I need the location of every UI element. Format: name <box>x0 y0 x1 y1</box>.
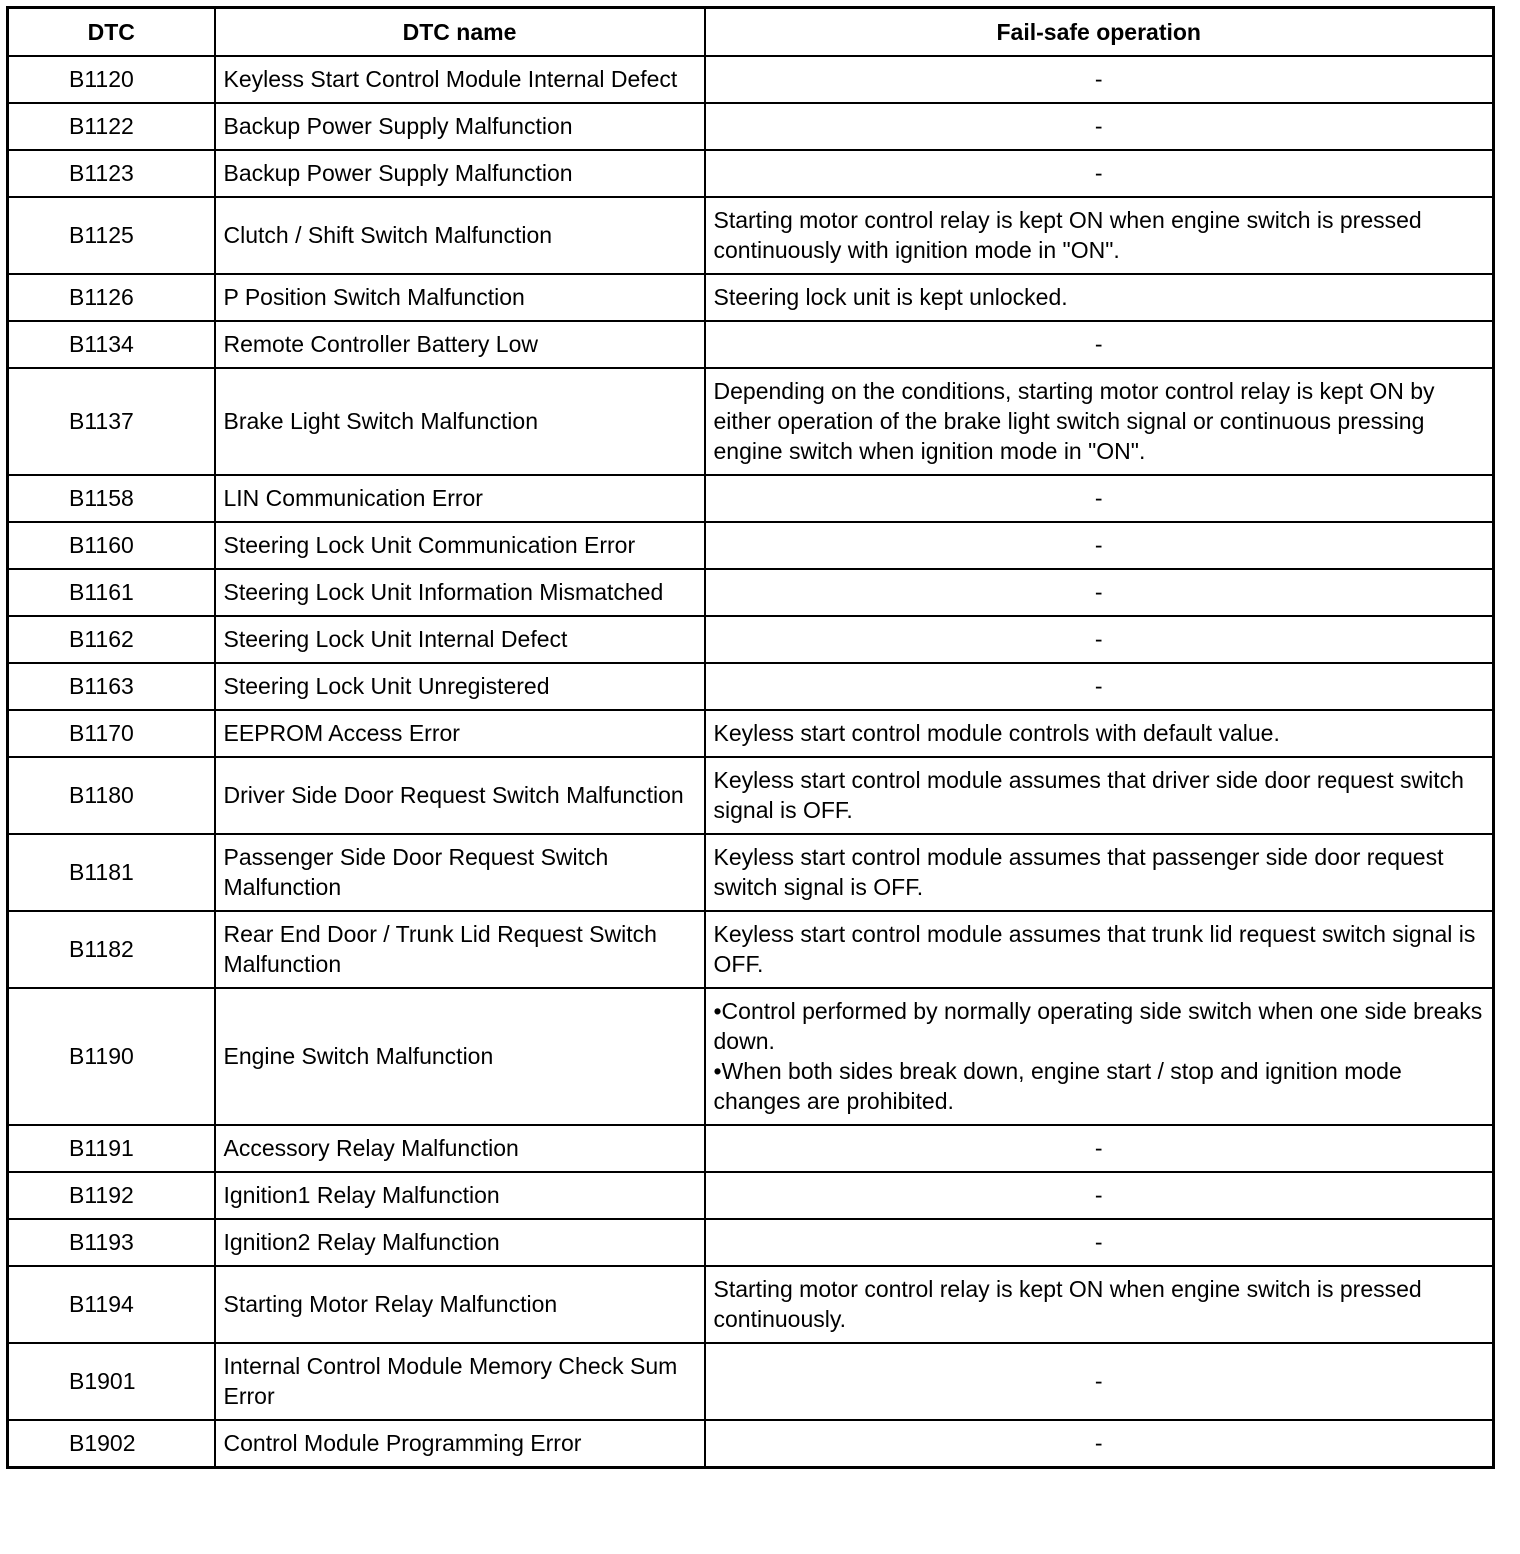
dtc-name-cell: Steering Lock Unit Unregistered <box>215 663 705 710</box>
dtc-code-cell: B1134 <box>8 321 215 368</box>
dtc-name-cell: Keyless Start Control Module Internal Defect <box>215 56 705 103</box>
fail-safe-operation-cell <box>705 150 1494 197</box>
dtc-code-cell: B1181 <box>8 834 215 911</box>
operation-text: •When both sides break down, engine start / stop and ignition mode changes are prohibited. <box>713 1058 1402 1114</box>
table-row <box>8 522 1494 569</box>
fail-safe-operation-cell <box>705 834 1494 911</box>
table-row <box>8 368 1494 475</box>
table-row <box>8 56 1494 103</box>
dtc-name-cell: Brake Light Switch Malfunction <box>215 368 705 475</box>
dtc-name-cell: Ignition1 Relay Malfunction <box>215 1172 705 1219</box>
dtc-code-cell: B1180 <box>8 757 215 834</box>
dtc-code-cell: B1191 <box>8 1125 215 1172</box>
fail-safe-operation-cell <box>705 522 1494 569</box>
dtc-name-cell: Steering Lock Unit Information Mismatched <box>215 569 705 616</box>
dtc-code-cell: B1137 <box>8 368 215 475</box>
dtc-name-cell: P Position Switch Malfunction <box>215 274 705 321</box>
no-operation-dash: - <box>1094 1430 1103 1456</box>
operation-text: Keyless start control module assumes that trunk lid request switch signal is OFF. <box>713 921 1476 977</box>
operation-text: Keyless start control module assumes that driver side door request switch signal is OFF. <box>713 767 1464 823</box>
table-row <box>8 274 1494 321</box>
fail-safe-operation-cell <box>705 1420 1494 1468</box>
no-operation-dash: - <box>1094 532 1103 558</box>
dtc-name-cell: Control Module Programming Error <box>215 1420 705 1468</box>
fail-safe-operation-cell <box>705 663 1494 710</box>
no-operation-dash: - <box>1094 1368 1103 1394</box>
dtc-name-cell: Starting Motor Relay Malfunction <box>215 1266 705 1343</box>
dtc-code-cell: B1170 <box>8 710 215 757</box>
table-row <box>8 197 1494 274</box>
operation-text: Keyless start control module assumes that passenger side door request switch signal is OFF. <box>713 844 1444 900</box>
table-row <box>8 1266 1494 1343</box>
no-operation-dash: - <box>1094 1135 1103 1161</box>
dtc-name-cell: Engine Switch Malfunction <box>215 988 705 1125</box>
dtc-name-cell: Remote Controller Battery Low <box>215 321 705 368</box>
fail-safe-operation-cell <box>705 197 1494 274</box>
no-operation-dash: - <box>1094 485 1103 511</box>
table-row <box>8 321 1494 368</box>
table-row <box>8 911 1494 988</box>
fail-safe-operation-cell <box>705 475 1494 522</box>
table-row <box>8 710 1494 757</box>
dtc-name-cell: Steering Lock Unit Internal Defect <box>215 616 705 663</box>
header-dtc: DTC <box>8 8 215 57</box>
table-body <box>8 56 1494 1468</box>
dtc-code-cell: B1163 <box>8 663 215 710</box>
table-row <box>8 1172 1494 1219</box>
dtc-name-cell: Clutch / Shift Switch Malfunction <box>215 197 705 274</box>
no-operation-dash: - <box>1094 1182 1103 1208</box>
fail-safe-operation-cell <box>705 710 1494 757</box>
dtc-code-cell: B1902 <box>8 1420 215 1468</box>
no-operation-dash: - <box>1094 113 1103 139</box>
fail-safe-operation-cell <box>705 1266 1494 1343</box>
table-row <box>8 1125 1494 1172</box>
dtc-name-cell: Accessory Relay Malfunction <box>215 1125 705 1172</box>
table-row <box>8 1219 1494 1266</box>
fail-safe-operation-cell <box>705 103 1494 150</box>
operation-text: Starting motor control relay is kept ON when engine switch is pressed continuously. <box>713 1276 1422 1332</box>
table-row <box>8 834 1494 911</box>
fail-safe-operation-cell <box>705 757 1494 834</box>
fail-safe-operation-cell <box>705 616 1494 663</box>
dtc-code-cell: B1120 <box>8 56 215 103</box>
fail-safe-operation-cell <box>705 1343 1494 1420</box>
dtc-code-cell: B1193 <box>8 1219 215 1266</box>
header-dtc-name: DTC name <box>215 8 705 57</box>
table-row <box>8 475 1494 522</box>
dtc-code-cell: B1192 <box>8 1172 215 1219</box>
dtc-code-cell: B1160 <box>8 522 215 569</box>
dtc-name-cell: Internal Control Module Memory Check Sum Error <box>215 1343 705 1420</box>
dtc-code-cell: B1125 <box>8 197 215 274</box>
table-row <box>8 757 1494 834</box>
dtc-code-cell: B1122 <box>8 103 215 150</box>
operation-text: Keyless start control module controls with default value. <box>713 720 1280 746</box>
fail-safe-operation-cell <box>705 1219 1494 1266</box>
table-row <box>8 1343 1494 1420</box>
dtc-name-cell: EEPROM Access Error <box>215 710 705 757</box>
no-operation-dash: - <box>1094 331 1103 357</box>
dtc-code-cell: B1161 <box>8 569 215 616</box>
dtc-code-cell: B1162 <box>8 616 215 663</box>
fail-safe-operation-cell <box>705 988 1494 1125</box>
dtc-code-cell: B1126 <box>8 274 215 321</box>
dtc-name-cell: Steering Lock Unit Communication Error <box>215 522 705 569</box>
no-operation-dash: - <box>1094 1229 1103 1255</box>
dtc-code-cell: B1194 <box>8 1266 215 1343</box>
dtc-name-cell: Ignition2 Relay Malfunction <box>215 1219 705 1266</box>
dtc-name-cell: Passenger Side Door Request Switch Malfunction <box>215 834 705 911</box>
no-operation-dash: - <box>1094 579 1103 605</box>
table-row <box>8 150 1494 197</box>
no-operation-dash: - <box>1094 626 1103 652</box>
dtc-code-cell: B1123 <box>8 150 215 197</box>
header-fail-safe-operation: Fail-safe operation <box>705 8 1494 57</box>
dtc-name-cell: LIN Communication Error <box>215 475 705 522</box>
dtc-code-cell: B1182 <box>8 911 215 988</box>
dtc-code-cell: B1901 <box>8 1343 215 1420</box>
table-row <box>8 1420 1494 1468</box>
fail-safe-operation-cell <box>705 321 1494 368</box>
fail-safe-operation-cell <box>705 569 1494 616</box>
dtc-name-cell: Driver Side Door Request Switch Malfunction <box>215 757 705 834</box>
no-operation-dash: - <box>1094 66 1103 92</box>
fail-safe-operation-cell <box>705 1125 1494 1172</box>
fail-safe-operation-cell <box>705 368 1494 475</box>
table-row <box>8 663 1494 710</box>
fail-safe-operation-cell <box>705 274 1494 321</box>
dtc-code-cell: B1158 <box>8 475 215 522</box>
fail-safe-operation-cell <box>705 911 1494 988</box>
dtc-name-cell: Backup Power Supply Malfunction <box>215 103 705 150</box>
table-row <box>8 988 1494 1125</box>
operation-text: Steering lock unit is kept unlocked. <box>713 284 1068 310</box>
table-row <box>8 616 1494 663</box>
operation-text: Depending on the conditions, starting motor control relay is kept ON by either operation of the brake light switch signal or continuous pressing engine switch when ignition mode in "ON". <box>713 378 1435 464</box>
dtc-failsafe-table <box>6 6 1495 1469</box>
fail-safe-operation-cell <box>705 56 1494 103</box>
dtc-name-cell: Backup Power Supply Malfunction <box>215 150 705 197</box>
dtc-name-cell: Rear End Door / Trunk Lid Request Switch Malfunction <box>215 911 705 988</box>
operation-text: •Control performed by normally operating side switch when one side breaks down. <box>713 998 1483 1054</box>
table-header-row <box>8 8 1494 57</box>
table-row <box>8 103 1494 150</box>
table-row <box>8 569 1494 616</box>
dtc-code-cell: B1190 <box>8 988 215 1125</box>
no-operation-dash: - <box>1094 160 1103 186</box>
operation-text: Starting motor control relay is kept ON when engine switch is pressed continuously with ignition mode in "ON". <box>713 207 1422 263</box>
fail-safe-operation-cell <box>705 1172 1494 1219</box>
no-operation-dash: - <box>1094 673 1103 699</box>
